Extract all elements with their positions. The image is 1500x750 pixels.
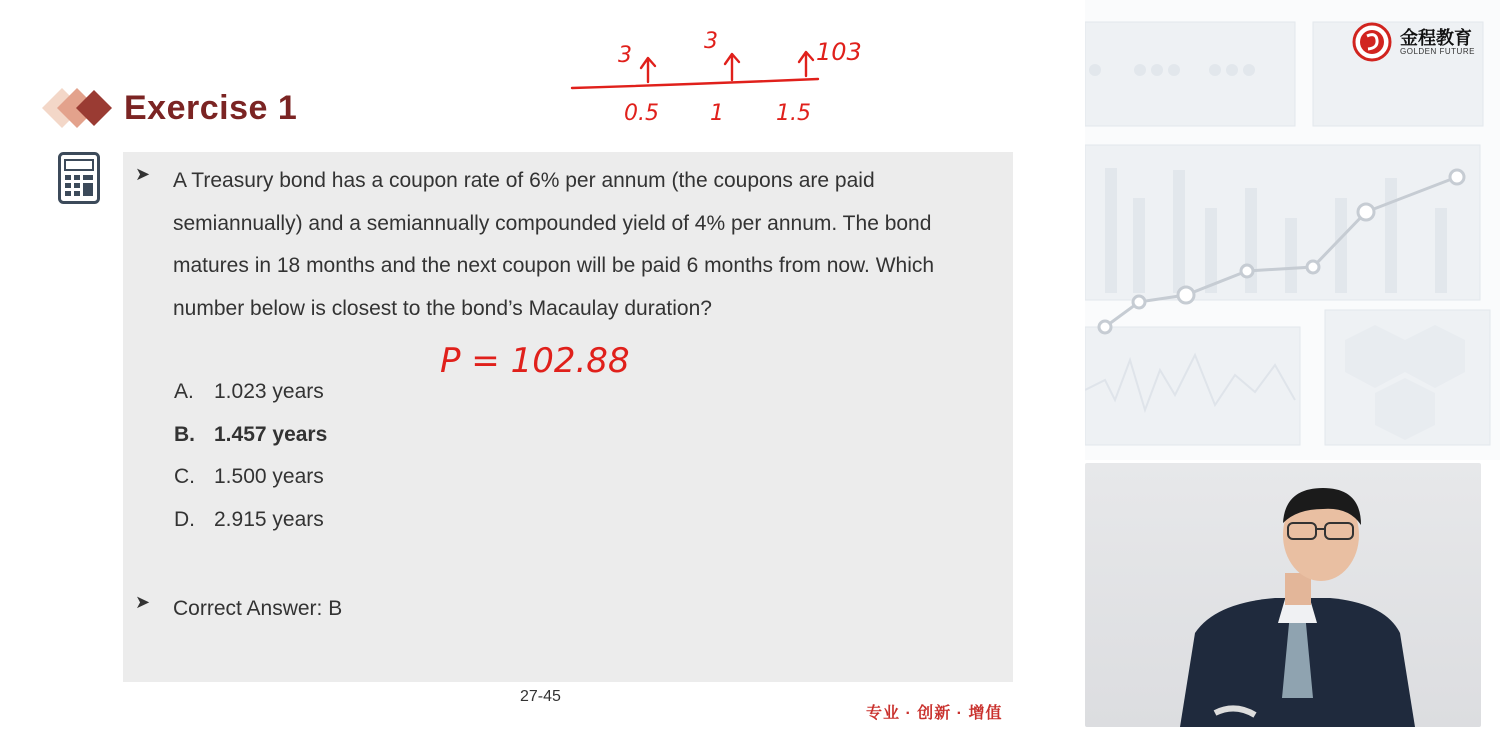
option-text: 2.915 years — [214, 507, 324, 531]
options-list — [174, 371, 327, 541]
option-text: 1.500 years — [214, 465, 324, 488]
question-box — [123, 152, 1013, 682]
logo-name-en: GOLDEN FUTURE — [1400, 47, 1475, 56]
option-letter: D. — [174, 507, 195, 531]
timeline-line — [572, 79, 818, 88]
time-label: 0.5 — [624, 101, 659, 126]
arrow-bullet-icon: ➤ — [135, 592, 151, 612]
presenter-video — [1085, 463, 1481, 727]
option-letter: B. — [174, 422, 195, 446]
option-c — [174, 456, 327, 499]
correct-answer: Correct Answer: B — [173, 597, 343, 620]
question-item — [135, 160, 1003, 330]
decorative-background — [1085, 0, 1500, 460]
page-number: 27-45 — [520, 688, 561, 705]
cashflow-label: 3 — [618, 43, 632, 68]
option-text: 1.457 years — [214, 422, 328, 446]
option-letter: A. — [174, 380, 194, 403]
arrow-up-icon — [641, 58, 655, 82]
time-label: 1 — [710, 101, 724, 126]
presenter-figure — [1085, 463, 1481, 727]
answer-item — [135, 588, 1003, 631]
arrow-bullet-icon: ➤ — [135, 164, 151, 184]
arrow-up-icon — [799, 52, 813, 76]
slogan: 专业 · 创新 · 增值 — [866, 705, 1003, 722]
decorative-chart-graphic — [1085, 0, 1500, 460]
slide-title: Exercise 1 — [124, 89, 298, 127]
option-letter: C. — [174, 465, 195, 488]
option-text: 1.023 years — [214, 380, 324, 403]
option-a — [174, 371, 327, 414]
option-d — [174, 499, 327, 542]
option-b — [174, 414, 327, 457]
question-text: A Treasury bond has a coupon rate of 6% per annum (the coupons are paid semiannually) and a semiannually compounded yield of 4% per annum. The bond matures in 18 months and the next coupon will be paid 6 months from now. Which number below is closest to the bond’s Macaulay duration? — [173, 169, 935, 320]
calculator-icon — [58, 152, 100, 204]
diamond-icon — [40, 86, 120, 130]
price-annotation: P = 102.88 — [440, 341, 630, 381]
logo-seal-icon — [1352, 22, 1392, 62]
cashflow-label: 3 — [704, 29, 718, 54]
arrow-up-icon — [725, 54, 739, 80]
time-label: 1.5 — [776, 101, 811, 126]
logo-name-cn: 金程教育 — [1400, 28, 1472, 48]
brand-logo — [1352, 22, 1487, 62]
cashflow-label: 103 — [816, 38, 862, 66]
